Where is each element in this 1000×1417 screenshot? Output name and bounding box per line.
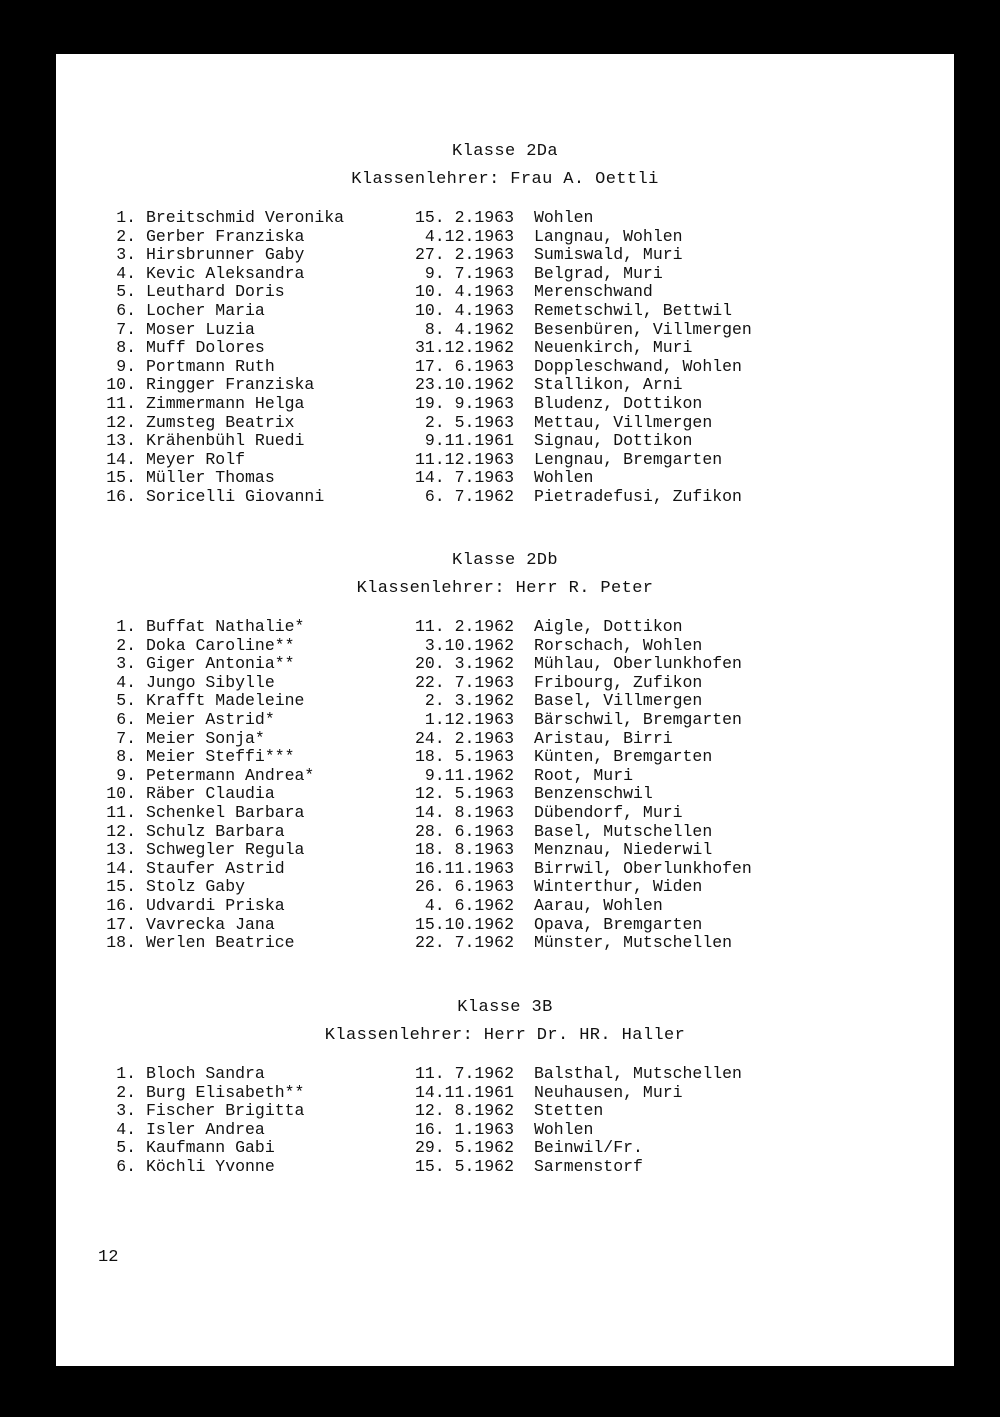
student-name: Räber Claudia <box>146 784 275 804</box>
student-place: Wohlen <box>534 1119 594 1139</box>
document-page <box>56 54 954 1366</box>
student-name: Gerber Franziska <box>146 226 305 246</box>
class-teacher: Klassenlehrer: Herr R. Peter <box>356 579 654 598</box>
birth-date: 29. 5.1962 <box>414 1138 514 1158</box>
birth-date: 27. 2.1963 <box>414 245 514 265</box>
class-title: Klasse 2Da <box>451 142 559 161</box>
student-name: Fischer Brigitta <box>146 1101 305 1121</box>
student-place: Beinwil/Fr. <box>534 1138 643 1158</box>
student-place: Merenschwand <box>534 282 653 302</box>
birth-date: 24. 2.1963 <box>414 728 514 748</box>
student-number: 10. <box>106 375 136 395</box>
student-name: Locher Maria <box>146 301 265 320</box>
birth-date: 16.11.1963 <box>414 858 514 878</box>
student-number: 2. <box>116 226 136 246</box>
student-number: 15. <box>106 877 136 897</box>
student-name: Portmann Ruth <box>146 356 275 376</box>
student-place: Balsthal, Mutschellen <box>534 1064 742 1083</box>
student-name: Burg Elisabeth** <box>146 1082 305 1102</box>
birth-date: 6. 7.1962 <box>424 487 514 506</box>
student-place: Sarmenstorf <box>534 1157 643 1176</box>
student-number: 15. <box>106 468 136 488</box>
student-place: Sumiswald, Muri <box>534 245 683 265</box>
student-name: Meier Astrid* <box>146 710 275 729</box>
student-name: Udvardi Priska <box>146 896 285 915</box>
student-number: 11. <box>106 803 136 822</box>
student-name: Krafft Madeleine <box>146 691 305 711</box>
student-name: Doka Caroline** <box>146 635 295 655</box>
student-name: Jungo Sibylle <box>146 672 275 692</box>
student-number: 2. <box>116 635 136 655</box>
birth-date: 23.10.1962 <box>414 375 514 395</box>
student-place: Signau, Dottikon <box>534 431 693 451</box>
student-number: 14. <box>106 858 136 878</box>
student-number: 4. <box>116 1119 136 1139</box>
student-number: 3. <box>116 245 136 265</box>
student-place: Bärschwil, Bremgarten <box>534 710 742 729</box>
student-place: Stallikon, Arni <box>534 375 683 395</box>
birth-date: 10. 4.1963 <box>414 282 514 302</box>
birth-date: 10. 4.1963 <box>414 301 514 320</box>
student-name: Staufer Astrid <box>146 858 285 878</box>
student-name: Kaufmann Gabi <box>146 1138 275 1158</box>
student-name: Meier Sonja* <box>146 728 265 748</box>
student-name: Stolz Gaby <box>146 877 246 897</box>
student-name: Meyer Rolf <box>146 449 246 469</box>
student-number: 4. <box>116 263 136 283</box>
student-place: Birrwil, Oberlunkhofen <box>534 858 752 878</box>
student-place: Künten, Bremgarten <box>534 747 713 767</box>
student-number: 13. <box>106 431 136 451</box>
student-number: 14. <box>106 449 136 469</box>
student-number: 9. <box>116 356 136 376</box>
student-number: 2. <box>116 1082 136 1102</box>
student-place: Aristau, Birri <box>534 728 673 748</box>
class-title: Klasse 2Db <box>451 551 559 570</box>
student-name: Buffat Nathalie* <box>146 617 305 636</box>
student-name: Hirsbrunner Gaby <box>146 245 305 265</box>
student-number: 17. <box>106 914 136 934</box>
student-number: 10. <box>106 784 136 804</box>
student-number: 1. <box>116 617 136 636</box>
student-name: Kevic Aleksandra <box>146 263 305 283</box>
student-number: 1. <box>116 208 136 227</box>
birth-date: 26. 6.1963 <box>414 877 514 897</box>
student-name: Giger Antonia** <box>146 654 295 674</box>
student-number: 3. <box>116 1101 136 1121</box>
birth-date: 28. 6.1963 <box>414 821 514 841</box>
student-number: 8. <box>116 747 136 767</box>
class-teacher: Klassenlehrer: Herr Dr. HR. Haller <box>324 1026 686 1045</box>
birth-date: 15. 5.1962 <box>414 1157 514 1176</box>
student-name: Meier Steffi*** <box>146 747 295 767</box>
birth-date: 9. 7.1963 <box>424 263 514 283</box>
student-number: 6. <box>116 710 136 729</box>
birth-date: 3.10.1962 <box>424 635 514 655</box>
birth-date: 14. 8.1963 <box>414 803 514 822</box>
student-name: Zimmermann Helga <box>146 394 305 413</box>
student-name: Petermann Andrea* <box>146 765 315 785</box>
student-name: Zumsteg Beatrix <box>146 412 295 432</box>
student-number: 16. <box>106 896 136 915</box>
student-number: 8. <box>116 338 136 358</box>
student-place: Mettau, Villmergen <box>534 412 713 432</box>
student-name: Soricelli Giovanni <box>146 487 325 506</box>
birth-date: 15.10.1962 <box>414 914 514 934</box>
student-number: 4. <box>116 672 136 692</box>
birth-date: 4. 6.1962 <box>424 896 514 915</box>
student-name: Schwegler Regula <box>146 840 305 860</box>
birth-date: 22. 7.1962 <box>414 933 514 953</box>
student-place: Pietradefusi, Zufikon <box>534 487 742 506</box>
student-number: 7. <box>116 319 136 339</box>
student-name: Werlen Beatrice <box>146 933 295 953</box>
student-place: Lengnau, Bremgarten <box>534 449 723 469</box>
student-place: Basel, Mutschellen <box>534 821 713 841</box>
birth-date: 20. 3.1962 <box>414 654 514 674</box>
student-place: Remetschwil, Bettwil <box>534 301 733 320</box>
birth-date: 15. 2.1963 <box>414 208 514 227</box>
student-place: Root, Muri <box>534 765 634 785</box>
student-number: 5. <box>116 691 136 711</box>
student-place: Basel, Villmergen <box>534 691 703 711</box>
student-place: Winterthur, Widen <box>534 877 703 897</box>
birth-date: 12. 5.1963 <box>414 784 514 804</box>
student-name: Isler Andrea <box>146 1119 265 1139</box>
student-number: 11. <box>106 394 136 413</box>
student-place: Mühlau, Oberlunkhofen <box>534 654 742 674</box>
student-name: Müller Thomas <box>146 468 275 488</box>
student-number: 9. <box>116 765 136 785</box>
birth-date: 2. 5.1963 <box>424 412 514 432</box>
student-place: Rorschach, Wohlen <box>534 635 703 655</box>
student-name: Köchli Yvonne <box>146 1157 275 1176</box>
birth-date: 14. 7.1963 <box>414 468 514 488</box>
birth-date: 11. 7.1962 <box>414 1064 514 1083</box>
student-number: 16. <box>106 487 136 506</box>
student-place: Belgrad, Muri <box>534 263 663 283</box>
birth-date: 16. 1.1963 <box>414 1119 514 1139</box>
student-place: Münster, Mutschellen <box>534 933 733 953</box>
student-number: 7. <box>116 728 136 748</box>
class-title: Klasse 3B <box>457 998 553 1017</box>
student-place: Langnau, Wohlen <box>534 226 683 246</box>
page-number: 12 <box>98 1248 119 1267</box>
student-name: Krähenbühl Ruedi <box>146 431 305 451</box>
birth-date: 8. 4.1962 <box>424 319 514 339</box>
student-place: Bludenz, Dottikon <box>534 394 703 413</box>
student-number: 12. <box>106 412 136 432</box>
birth-date: 14.11.1961 <box>414 1082 514 1102</box>
birth-date: 11.12.1963 <box>414 449 514 469</box>
birth-date: 19. 9.1963 <box>414 394 514 413</box>
student-place: Opava, Bremgarten <box>534 914 703 934</box>
student-place: Wohlen <box>534 468 594 488</box>
student-name: Schulz Barbara <box>146 821 285 841</box>
student-name: Leuthard Doris <box>146 282 285 302</box>
student-number: 6. <box>116 301 136 320</box>
student-number: 3. <box>116 654 136 674</box>
student-number: 1. <box>116 1064 136 1083</box>
birth-date: 4.12.1963 <box>424 226 514 246</box>
birth-date: 18. 8.1963 <box>414 840 514 860</box>
student-place: Aarau, Wohlen <box>534 896 663 915</box>
student-place: Dübendorf, Muri <box>534 803 683 822</box>
student-place: Fribourg, Zufikon <box>534 672 703 692</box>
student-place: Aigle, Dottikon <box>534 617 683 636</box>
class-teacher: Klassenlehrer: Frau A. Oettli <box>351 170 659 189</box>
student-place: Stetten <box>534 1101 604 1121</box>
student-name: Schenkel Barbara <box>146 803 305 822</box>
birth-date: 11. 2.1962 <box>414 617 514 636</box>
student-name: Breitschmid Veronika <box>146 208 345 227</box>
birth-date: 1.12.1963 <box>424 710 514 729</box>
birth-date: 31.12.1962 <box>414 338 514 358</box>
student-name: Vavrecka Jana <box>146 914 275 934</box>
birth-date: 9.11.1962 <box>424 765 514 785</box>
student-number: 13. <box>106 840 136 860</box>
student-place: Wohlen <box>534 208 594 227</box>
student-place: Besenbüren, Villmergen <box>534 319 752 339</box>
student-name: Bloch Sandra <box>146 1064 265 1083</box>
student-place: Neuenkirch, Muri <box>534 338 693 358</box>
student-place: Neuhausen, Muri <box>534 1082 683 1102</box>
student-number: 6. <box>116 1157 136 1176</box>
student-number: 5. <box>116 1138 136 1158</box>
student-name: Ringger Franziska <box>146 375 315 395</box>
student-name: Moser Luzia <box>146 319 255 339</box>
student-place: Doppleschwand, Wohlen <box>534 356 742 376</box>
birth-date: 17. 6.1963 <box>414 356 514 376</box>
student-number: 12. <box>106 821 136 841</box>
student-name: Muff Dolores <box>146 338 265 358</box>
student-place: Benzenschwil <box>534 784 653 804</box>
student-number: 5. <box>116 282 136 302</box>
birth-date: 12. 8.1962 <box>414 1101 514 1121</box>
birth-date: 2. 3.1962 <box>424 691 514 711</box>
birth-date: 18. 5.1963 <box>414 747 514 767</box>
birth-date: 22. 7.1963 <box>414 672 514 692</box>
student-number: 18. <box>106 933 136 953</box>
student-place: Menznau, Niederwil <box>534 840 713 860</box>
birth-date: 9.11.1961 <box>424 431 514 451</box>
